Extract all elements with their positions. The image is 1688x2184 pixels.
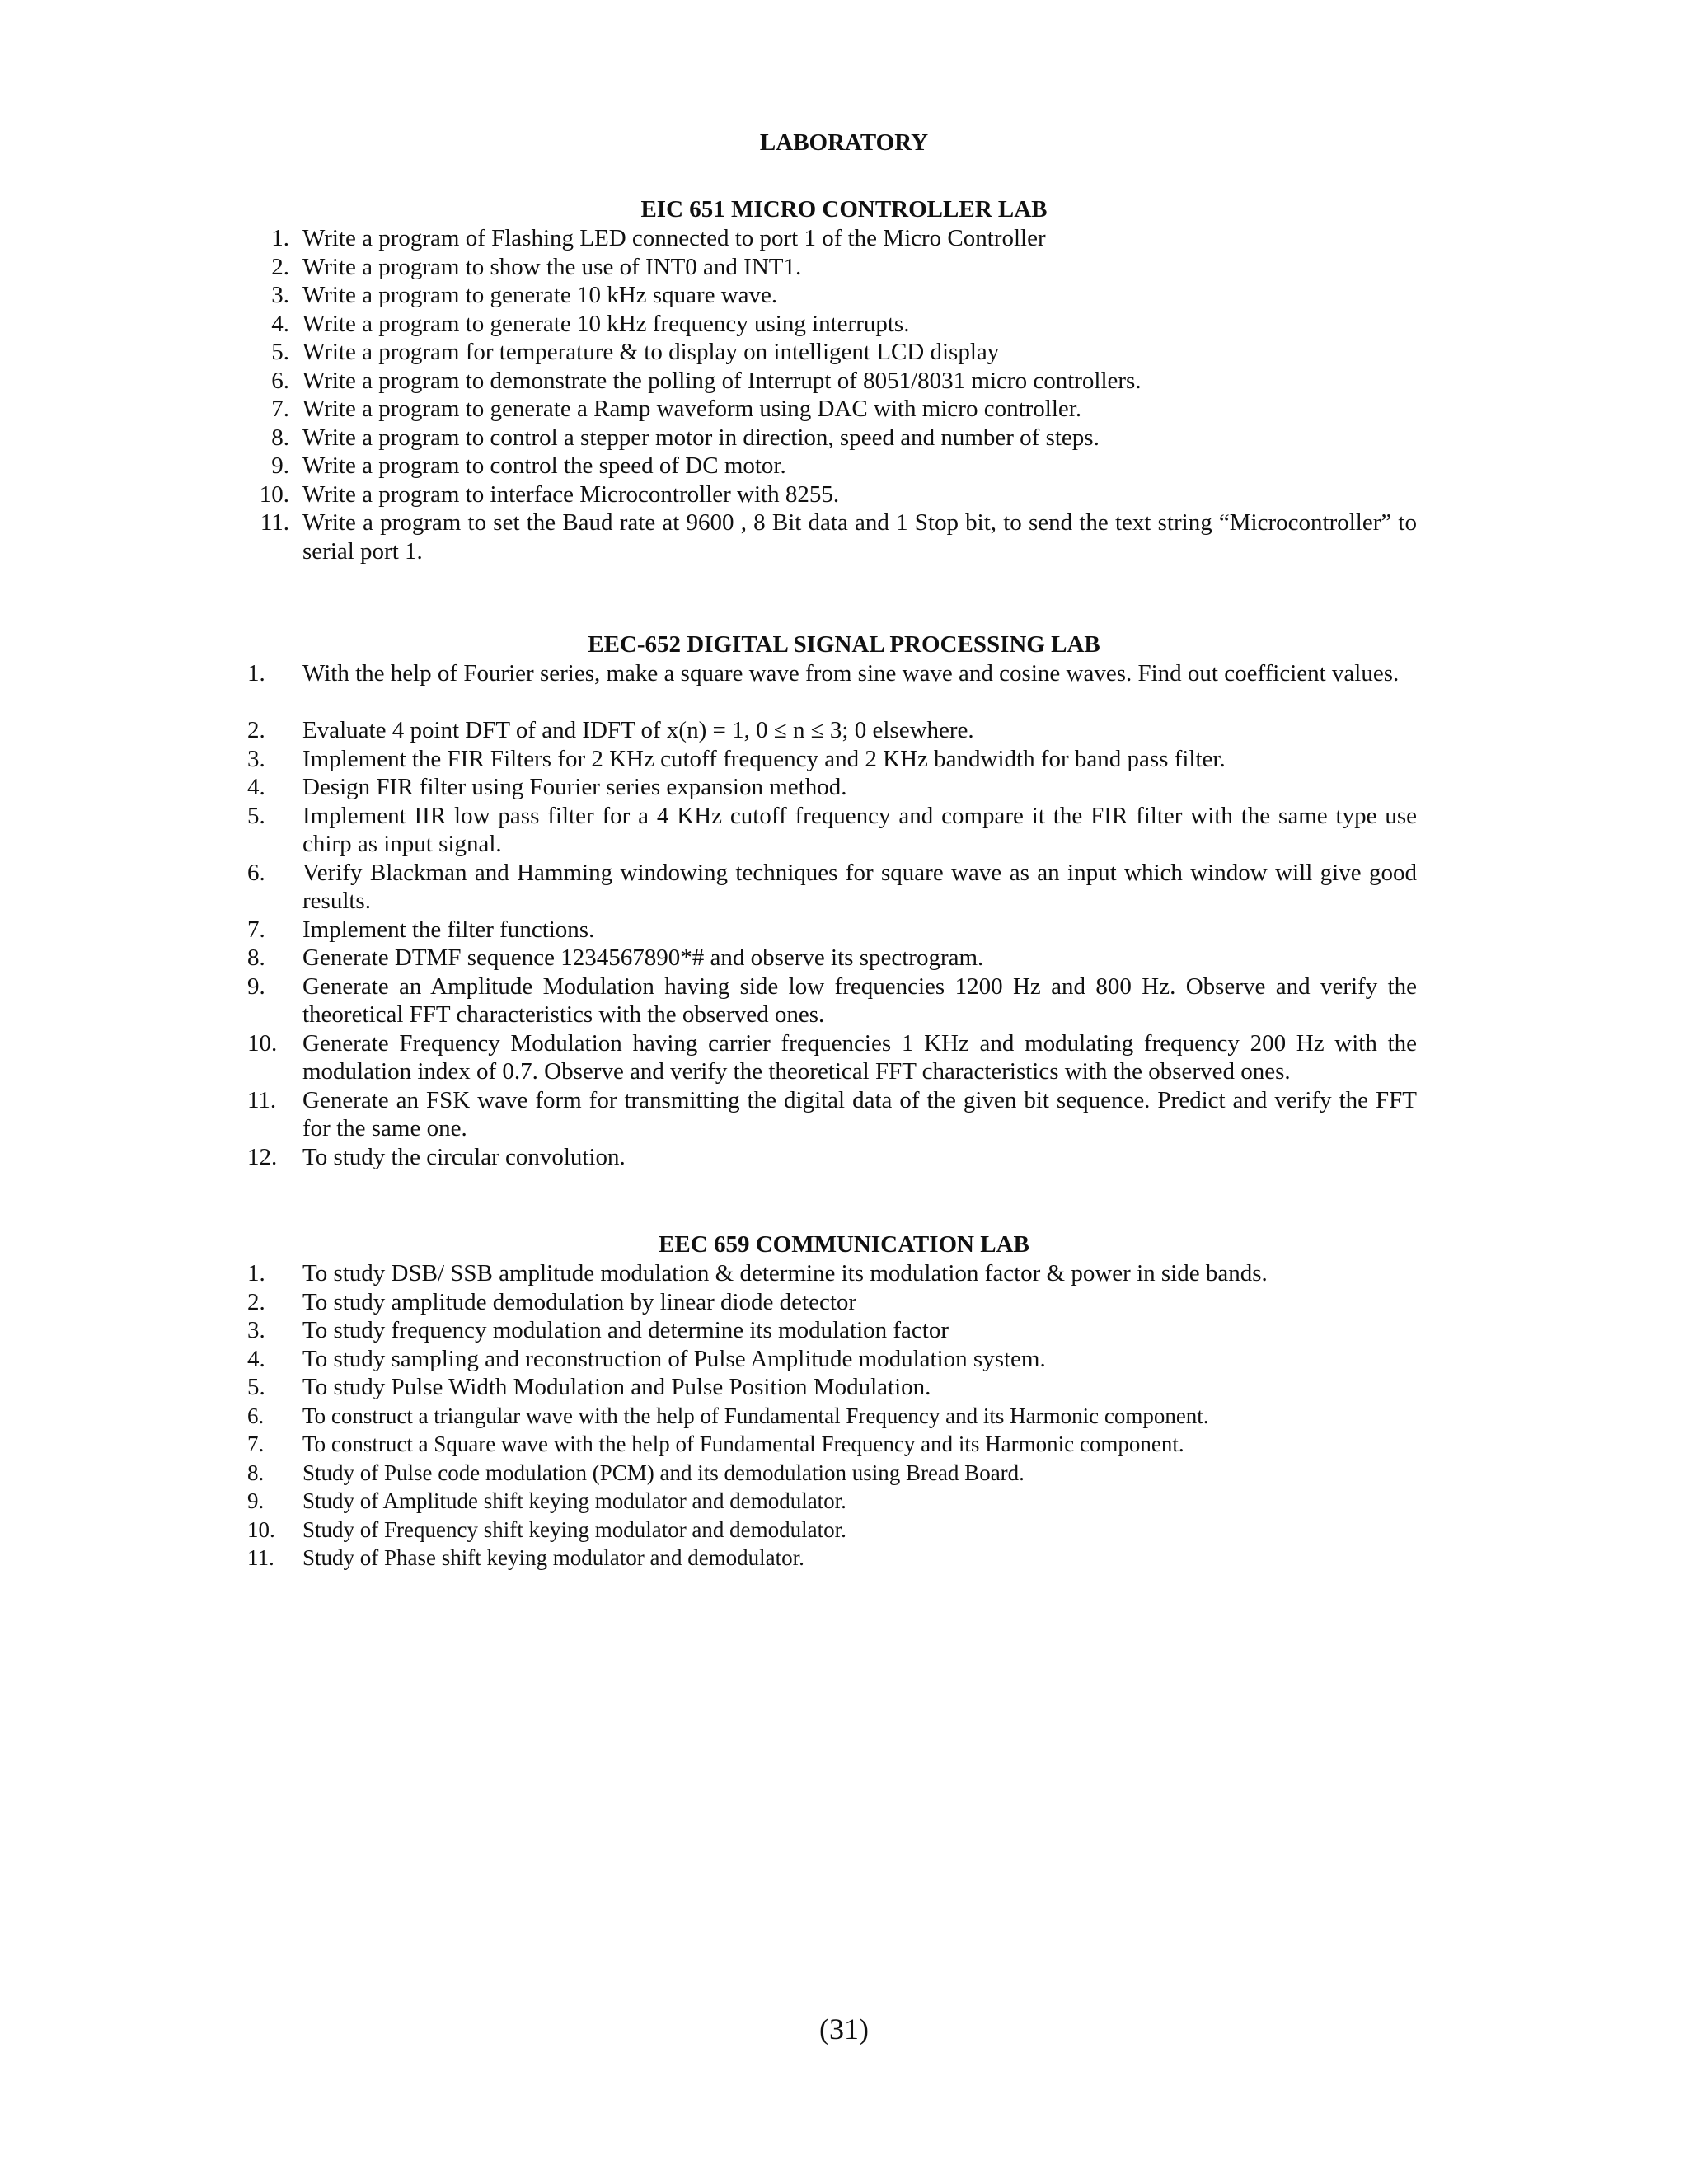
list-item: [0, 944, 1688, 972]
list-item: [0, 1316, 1688, 1345]
item-number: 6.: [271, 367, 289, 394]
page-title: LABORATORY: [759, 129, 929, 156]
list-item: [0, 1345, 1688, 1374]
list-item: [0, 509, 1688, 565]
item-text: Write a program to show the use of INT0 and INT1.: [302, 253, 802, 280]
item-number: 10.: [247, 1029, 278, 1057]
item-text: Write a program to generate 10 kHz square wave.: [302, 282, 778, 308]
list-item: [0, 659, 1688, 716]
item-number: 11.: [247, 1086, 277, 1113]
item-number: 11.: [260, 509, 289, 536]
item-number: 5.: [247, 802, 265, 829]
item-text: To study Pulse Width Modulation and Pulse Position Modulation.: [302, 1374, 931, 1400]
item-text: To study frequency modulation and determine its modulation factor: [302, 1317, 949, 1343]
item-number: 7.: [247, 1432, 265, 1456]
list-item: [0, 224, 1688, 253]
list-item: [0, 1430, 1688, 1459]
item-text: Write a program for temperature & to display on intelligent LCD display: [302, 339, 1000, 365]
item-text: Write a program to demonstrate the polling of Interrupt of 8051/8031 micro controllers.: [302, 367, 1142, 394]
item-number: 4.: [271, 310, 289, 337]
item-text: Implement IIR low pass filter for a 4 KHz cutoff frequency and compare it the FIR filter with the same type use chirp as input signal.: [302, 802, 1417, 857]
list-item: [0, 1516, 1688, 1544]
list-item: [0, 1402, 1688, 1431]
item-number: 12.: [247, 1143, 278, 1170]
item-number: 2.: [247, 717, 265, 743]
list-item: [0, 972, 1688, 1029]
item-text: To study sampling and reconstruction of Pulse Amplitude modulation system.: [302, 1345, 1046, 1372]
item-number: 3.: [247, 745, 265, 772]
item-text: To study amplitude demodulation by linear diode detector: [302, 1288, 857, 1315]
list-item: [0, 424, 1688, 452]
list-item: [0, 745, 1688, 774]
item-text: With the help of Fourier series, make a square wave from sine wave and cosine waves. Find out coefficient values.: [302, 660, 1400, 687]
item-text: To study the circular convolution.: [302, 1143, 626, 1170]
item-number: 9.: [247, 972, 265, 1000]
item-text: Write a program to set the Baud rate at 9600 , 8 Bit data and 1 Stop bit, to send the text string “Microcontroller” to serial port 1.: [302, 509, 1417, 565]
list-item: [0, 367, 1688, 396]
item-text: Generate DTMF sequence 1234567890*# and observe its spectrogram.: [302, 944, 984, 971]
item-number: 10.: [247, 1516, 275, 1542]
section-title: EEC-652 DIGITAL SIGNAL PROCESSING LAB: [588, 631, 1100, 658]
item-number: 4.: [247, 1345, 265, 1372]
item-number: 1.: [271, 225, 289, 251]
item-number: 8.: [247, 1460, 265, 1485]
list-item: [0, 1373, 1688, 1402]
list-item: [0, 1487, 1688, 1516]
item-text: To construct a Square wave with the help of Fundamental Frequency and its Harmonic component.: [302, 1432, 1184, 1456]
list-item: [0, 480, 1688, 509]
item-text: Write a program to generate 10 kHz frequency using interrupts.: [302, 310, 910, 337]
item-number: 5.: [247, 1374, 265, 1400]
list-item: [0, 1086, 1688, 1143]
item-number: 5.: [271, 339, 289, 365]
item-number: 1.: [247, 1260, 265, 1286]
list-item: [0, 1029, 1688, 1086]
list-item: [0, 773, 1688, 802]
item-number: 6.: [247, 1403, 265, 1428]
list-item: [0, 916, 1688, 944]
item-text: Generate Frequency Modulation having carrier frequencies 1 KHz and modulating frequency 200 Hz with the modulation index of 0.7. Observe and verify the theoretical FFT characteristics with the observed ones.: [302, 1029, 1417, 1085]
list-item: [0, 1288, 1688, 1317]
section-title: EIC 651 MICRO CONTROLLER LAB: [640, 196, 1048, 223]
item-number: 3.: [247, 1317, 265, 1343]
list-item: [0, 716, 1688, 745]
item-text: Implement the filter functions.: [302, 916, 595, 943]
item-text: Write a program to generate a Ramp waveform using DAC with micro controller.: [302, 396, 1082, 422]
item-number: 8.: [271, 424, 289, 451]
item-text: Write a program to interface Microcontroller with 8255.: [302, 480, 840, 508]
item-number: 2.: [247, 1288, 265, 1315]
list-item: [0, 281, 1688, 310]
item-text: Generate an FSK wave form for transmitting the digital data of the given bit sequence. Predict and verify the FFT for the same one.: [302, 1086, 1417, 1141]
item-text: Implement the FIR Filters for 2 KHz cutoff frequency and 2 KHz bandwidth for band pass filter.: [302, 745, 1226, 772]
item-number: 1.: [247, 660, 265, 687]
experiment-list: [0, 224, 1688, 565]
list-item: [0, 452, 1688, 480]
list-item: [0, 859, 1688, 916]
item-text: To study DSB/ SSB amplitude modulation & determine its modulation factor & power in side bands.: [302, 1260, 1268, 1286]
section-dsp-lab: [0, 630, 1688, 1171]
page-number: (31): [819, 2013, 869, 2046]
experiment-list: [0, 1259, 1688, 1572]
list-item: [0, 338, 1688, 367]
item-number: 11.: [247, 1545, 274, 1570]
item-number: 7.: [271, 396, 289, 422]
list-item: [0, 395, 1688, 424]
item-number: 8.: [247, 944, 265, 971]
item-number: 2.: [271, 253, 289, 280]
section-title: EEC 659 COMMUNICATION LAB: [659, 1231, 1029, 1258]
item-number: 7.: [247, 916, 265, 943]
section-communication-lab: [0, 1230, 1688, 1572]
list-item: [0, 802, 1688, 859]
item-text: Verify Blackman and Hamming windowing techniques for square wave as an input which window will give good results.: [302, 859, 1417, 914]
list-item: [0, 1143, 1688, 1172]
item-text: Write a program to control the speed of DC motor.: [302, 452, 786, 479]
list-item: [0, 1544, 1688, 1572]
item-text: Study of Amplitude shift keying modulator and demodulator.: [302, 1488, 846, 1513]
item-text: Study of Pulse code modulation (PCM) and its demodulation using Bread Board.: [302, 1460, 1025, 1485]
list-item: [0, 1259, 1688, 1288]
item-number: 10.: [259, 480, 289, 508]
item-text: To construct a triangular wave with the help of Fundamental Frequency and its Harmonic component.: [302, 1403, 1209, 1428]
item-number: 3.: [271, 282, 289, 308]
section-micro-controller-lab: [0, 194, 1688, 565]
list-item: [0, 253, 1688, 282]
item-text: Generate an Amplitude Modulation having side low frequencies 1200 Hz and 800 Hz. Observe and verify the theoretical FFT characteristics with the observed ones.: [302, 972, 1417, 1028]
item-text: Design FIR filter using Fourier series expansion method.: [302, 774, 847, 800]
item-number: 9.: [247, 1488, 265, 1513]
list-item: [0, 1459, 1688, 1488]
item-number: 6.: [247, 859, 265, 886]
item-text: Study of Frequency shift keying modulator and demodulator.: [302, 1516, 846, 1542]
experiment-list: [0, 659, 1688, 1171]
item-text: Write a program of Flashing LED connected to port 1 of the Micro Controller: [302, 225, 1046, 251]
item-text: Write a program to control a stepper motor in direction, speed and number of steps.: [302, 424, 1100, 451]
item-text: Study of Phase shift keying modulator and demodulator.: [302, 1545, 804, 1570]
item-text: Evaluate 4 point DFT of and IDFT of x(n) = 1, 0 ≤ n ≤ 3; 0 elsewhere.: [302, 717, 974, 743]
item-number: 4.: [247, 774, 265, 800]
list-item: [0, 310, 1688, 339]
item-number: 9.: [271, 452, 289, 479]
